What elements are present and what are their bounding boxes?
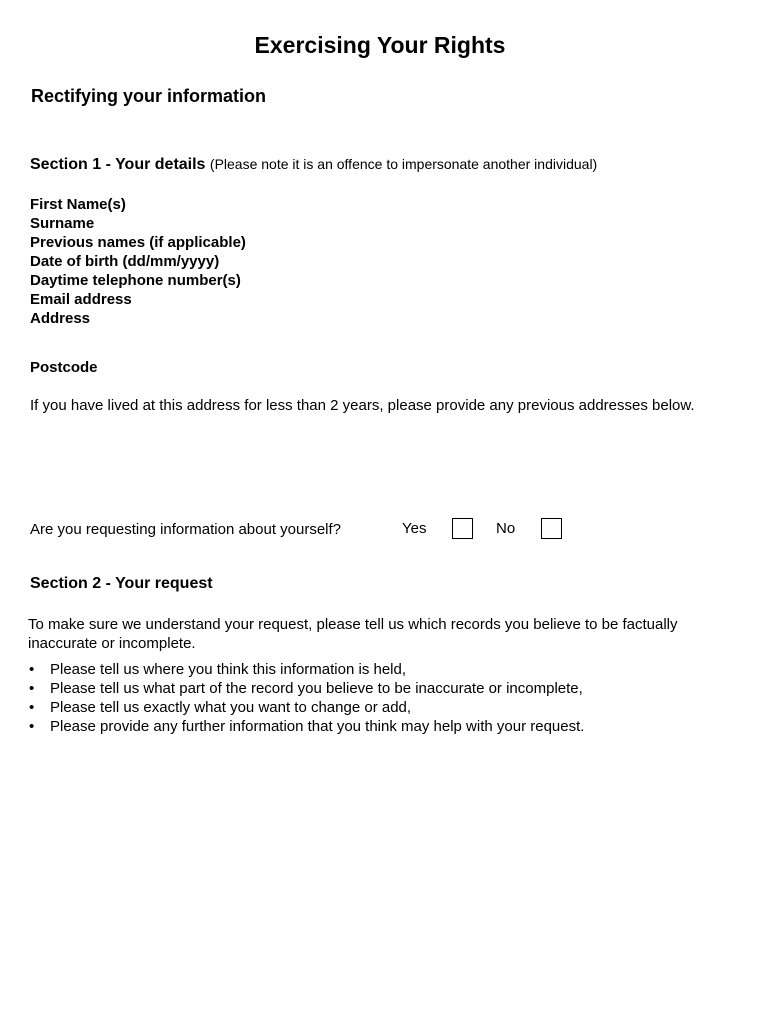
previous-address-instructions: If you have lived at this address for less than 2 years, please provide any previous addresses below. xyxy=(30,397,695,414)
no-label: No xyxy=(496,520,516,537)
request-bullet-list xyxy=(28,660,584,736)
details-field-list xyxy=(30,195,246,328)
page-subtitle: Rectifying your information xyxy=(31,86,267,106)
field-label-first-names: First Name(s) xyxy=(30,196,126,213)
request-intro: To make sure we understand your request, please tell us which records you believe to be factually inaccurate or incomplete. xyxy=(28,616,678,652)
field-label-previous-names: Previous names (if applicable) xyxy=(30,234,246,251)
list-item: • Please tell us where you think this information is held, xyxy=(28,660,584,679)
yes-label: Yes xyxy=(402,520,427,537)
field-label-address: Address xyxy=(30,310,91,327)
list-item: • Please tell us exactly what you want to change or add, xyxy=(28,698,584,717)
section-1-heading-row xyxy=(30,156,597,174)
page-title: Exercising Your Rights xyxy=(254,32,506,58)
field-label-postcode: Postcode xyxy=(30,359,98,376)
section-1-heading: Section 1 - Your details xyxy=(30,156,206,173)
field-label-email: Email address xyxy=(30,291,132,308)
list-item: • Please tell us what part of the record you believe to be inaccurate or incomplete, xyxy=(28,679,584,698)
field-label-surname: Surname xyxy=(30,215,95,232)
section-2-heading: Section 2 - Your request xyxy=(30,575,213,592)
field-label-telephone: Daytime telephone number(s) xyxy=(30,272,241,289)
yes-checkbox[interactable] xyxy=(452,518,473,539)
self-request-question: Are you requesting information about yourself? xyxy=(30,521,342,538)
section-1-note: (Please note it is an offence to impersonate another individual) xyxy=(209,156,598,172)
no-checkbox[interactable] xyxy=(541,518,562,539)
list-item: • Please provide any further information that you think may help with your request. xyxy=(28,717,584,736)
field-label-date-of-birth: Date of birth (dd/mm/yyyy) xyxy=(30,253,220,270)
